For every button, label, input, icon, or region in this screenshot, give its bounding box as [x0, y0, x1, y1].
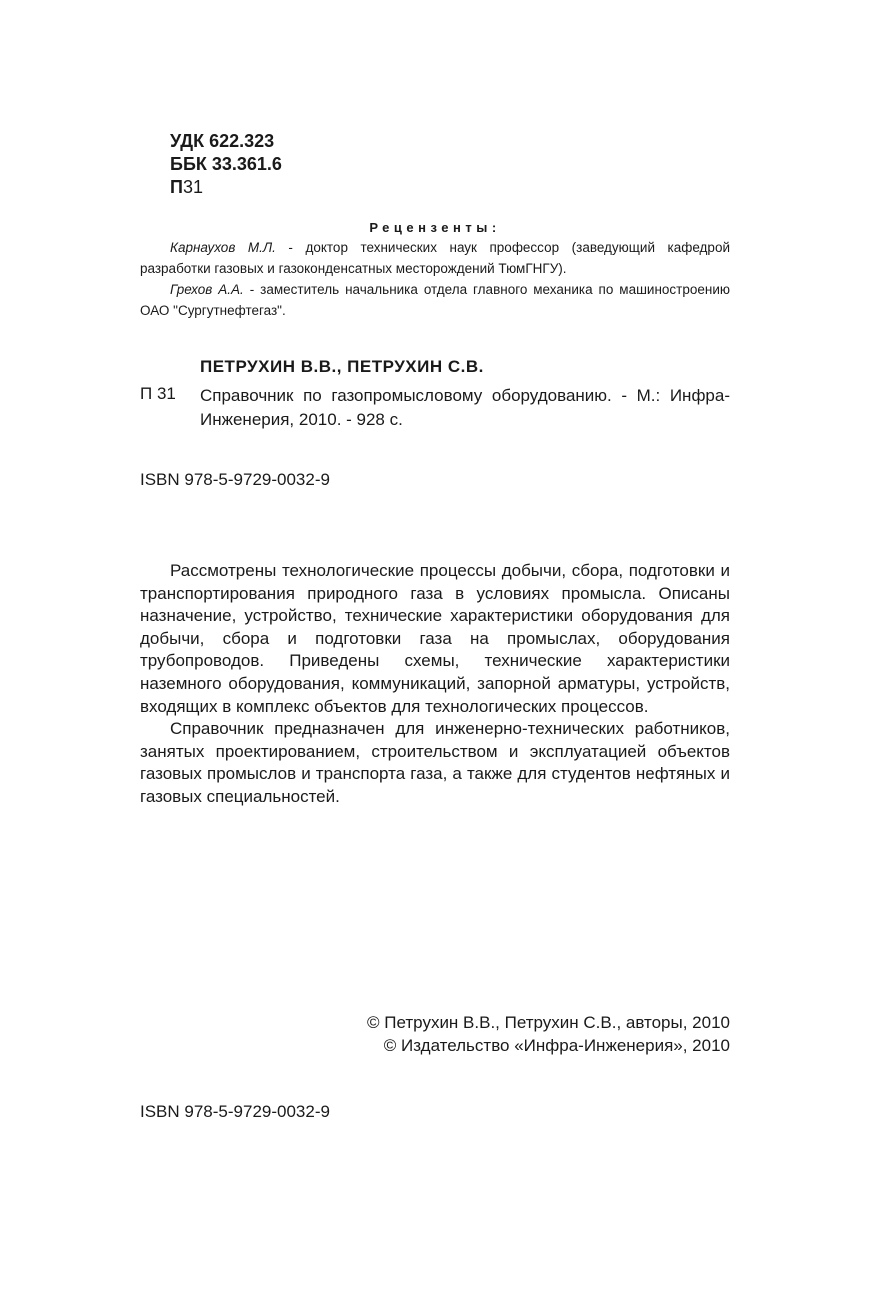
- isbn-top: ISBN 978-5-9729-0032-9: [140, 470, 330, 489]
- book-description: Справочник по газопромысловому оборудованию. - М.: Инфра-Инженерия, 2010. - 928 с.: [200, 386, 730, 429]
- isbn-bottom: ISBN 978-5-9729-0032-9: [140, 1102, 330, 1121]
- reviewer-name: Карнаухов М.Л.: [170, 240, 276, 255]
- copyright-block: [140, 1011, 730, 1057]
- author-mark: [170, 176, 282, 199]
- reviewer-name: Грехов А.А.: [170, 282, 244, 297]
- abstract-paragraph-1: Рассмотрены технологические процессы добычи, сбора, подготовки и транспортирования природного газа в условиях промысла. Описаны назначение, устройство, технические характеристики оборудования для добычи, сбора и подготовки газа на промыслах, оборудования трубопроводов. Приведены схемы, технические характеристики наземного оборудования, коммуникаций, запорной арматуры, устройств, входящих в комплекс объектов для технологических процессов.: [140, 561, 730, 716]
- book-code: П 31: [140, 384, 176, 403]
- bbk-code: ББК 33.361.6: [170, 154, 282, 174]
- copyright-publisher: © Издательство «Инфра-Инженерия», 2010: [383, 1036, 730, 1055]
- classification-block: [170, 130, 282, 199]
- reviewer-description: - заместитель начальника отдела главного механика по машиностроению ОАО "Сургутнефтегаз".: [140, 282, 730, 318]
- author-mark-prefix: П: [170, 177, 183, 197]
- author-mark-number: 31: [182, 177, 203, 197]
- reviewer-entry: [140, 237, 730, 279]
- reviewer-entry: [140, 279, 730, 321]
- book-authors: ПЕТРУХИН В.В., ПЕТРУХИН С.В.: [200, 357, 484, 376]
- abstract: [140, 560, 730, 809]
- reviewers-title: Рецензенты:: [369, 220, 501, 235]
- copyright-authors: © Петрухин В.В., Петрухин С.В., авторы, 2010: [367, 1013, 730, 1032]
- abstract-paragraph-2: Справочник предназначен для инженерно-технических работников, занятых проектированием, строительством и эксплуатацией объектов газовых промыслов и транспорта газа, а также для студентов нефтяных и газовых специальностей.: [140, 719, 730, 806]
- udk-code: УДК 622.323: [170, 131, 275, 151]
- reviewers-list: [140, 237, 730, 321]
- reviewer-description: - доктор технических наук профессор (заведующий кафедрой разработки газовых и газоконденсатных месторождений ТюмГНГУ).: [140, 240, 730, 276]
